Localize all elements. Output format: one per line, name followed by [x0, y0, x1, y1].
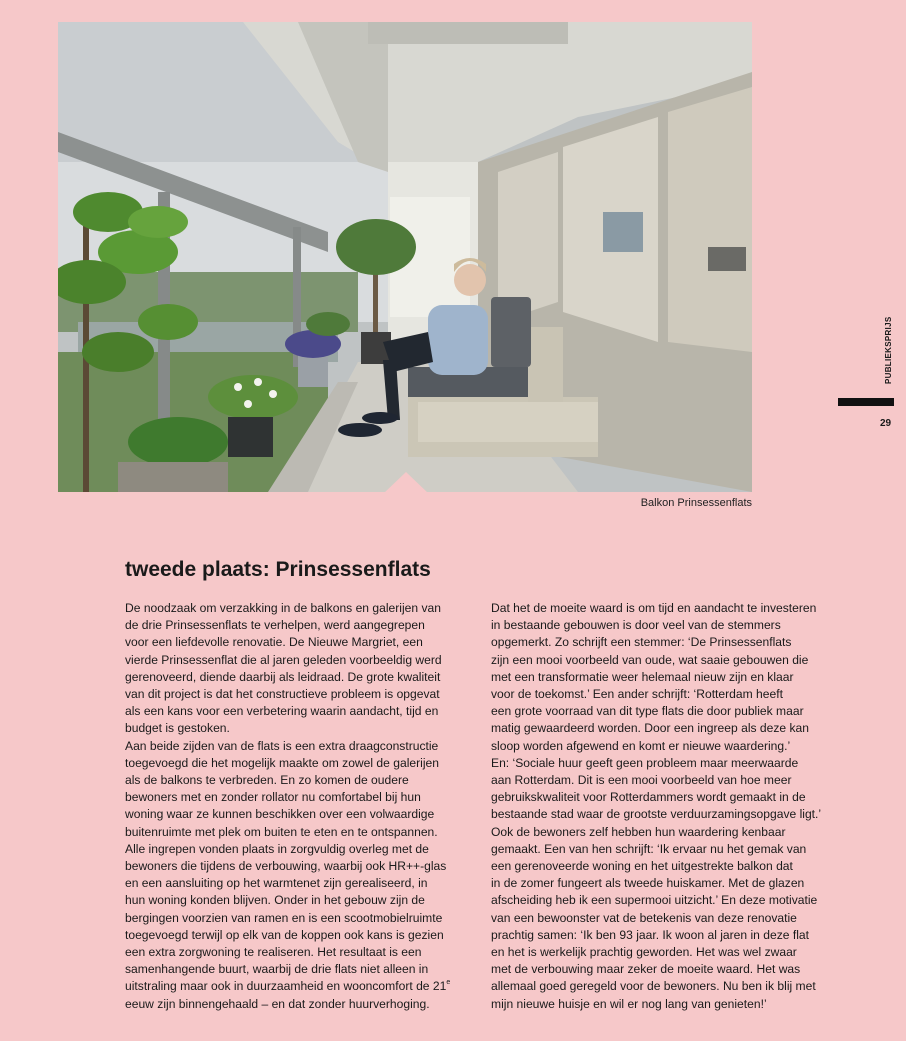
body-line: van een bewoonster vat de betekenis van deze renovatie	[491, 910, 797, 925]
body-line: voor een liefdevolle renovatie. De Nieuwe Margriet, een	[125, 635, 423, 650]
article-title: tweede plaats: Prinsessenflats	[125, 558, 431, 581]
body-line: een extra zorgwoning te realiseren. Het resultaat is een	[125, 945, 422, 960]
body-line: voor de toekomst.’ Een ander schrijft: ‘Rotterdam heeft	[491, 687, 783, 702]
body-line: zijn een mooi voorbeeld van oude, wat saaie gebouwen die	[491, 652, 809, 667]
body-line: toegevoegd die het mogelijk maakte om zowel de galerijen	[125, 755, 439, 770]
body-line: budget is gestoken.	[125, 721, 230, 736]
body-line: En: ‘Sociale huur geeft geen probleem maar meerwaarde	[491, 755, 799, 770]
photo-caption: Balkon Prinsessenflats	[640, 497, 752, 509]
section-label: PUBLIEKSPRIJS	[884, 316, 893, 384]
body-line	[125, 978, 470, 995]
body-line: als een kans voor een verbetering waarin aandacht, tijd en	[125, 704, 439, 719]
body-line: woning waar ze kunnen beschikken over een volwaardige	[125, 807, 435, 822]
page-number: 29	[880, 418, 892, 429]
body-line: mijn nieuwe huisje en wil er nog lang van genieten!’	[491, 996, 767, 1011]
article-column-right	[491, 600, 836, 1013]
body-line: Alle ingrepen vonden plaats in zorgvuldig overleg met de	[125, 841, 429, 856]
body-line: prachtig samen: ‘Ik ben 93 jaar. Ik woon al jaren in deze flat	[491, 927, 809, 942]
body-line: van dit project is dat het constructieve probleem is opgevat	[125, 687, 440, 702]
body-line: Aan beide zijden van de flats is een extra draagconstructie	[125, 738, 439, 753]
body-line: Dat het de moeite waard is om tijd en aandacht te investeren	[491, 601, 817, 615]
body-line: in bestaande gebouwen is door veel van de stemmers	[491, 618, 781, 633]
body-line: vierde Prinsessenflat die al jaren geleden voorbeeldig werd	[125, 652, 442, 667]
body-line: bewoners die tijdens de verbouwing, waarbij ook HR++-glas	[125, 859, 447, 874]
body-line: toegevoegd terwijl op elk van de koppen ook kans is gezien	[125, 927, 444, 942]
body-line: bergingen voorzien van ramen en is een scootmobielruimte	[125, 910, 443, 925]
body-line: De noodzaak om verzakking in de balkons en galerijen van	[125, 601, 441, 615]
body-line: een gerenoveerde woning en het uitgestrekte balkon dat	[491, 859, 793, 874]
body-line: aan Rotterdam. Dit is een mooi voorbeeld van hoe meer	[491, 773, 792, 788]
body-line: eeuw zijn binnengehaald – en dat zonder huurverhoging.	[125, 996, 430, 1011]
body-line: allemaal goed geregeld voor de bewoners. Nu ben ik blij met	[491, 979, 816, 994]
body-line: met een transformatie weer helemaal nieuw zijn en klaar	[491, 669, 794, 684]
photo-notch	[384, 472, 428, 493]
body-line: opgemerkt. Zo schrijft een stemmer: ‘De Prinsessenflats	[491, 635, 792, 650]
body-line: in de zomer fungeert als tweede huiskamer. Met de glazen	[491, 876, 805, 891]
balcony-photo	[58, 22, 752, 492]
body-line: sloop worden afgewend en komt er nieuwe waardering.’	[491, 738, 791, 753]
balcony-illustration	[58, 22, 752, 492]
body-line: als de balkons te verbreden. En zo komen de oudere	[125, 773, 409, 788]
body-line: bewoners met en zonder rollator nu comfortabel bij hun	[125, 790, 421, 805]
body-line: gemaakt. Een van hen schrijft: ‘Ik ervaar nu het gemak van	[491, 841, 807, 856]
body-line: bestaande stad waar de grootste verduurzamingsopgave ligt.’	[491, 807, 822, 822]
article-column-left	[125, 600, 470, 1013]
body-line: en het is werkelijk prachtig geworden. Het was wel zwaar	[491, 945, 797, 960]
body-line: de drie Prinsessenflats te verhelpen, werd aangegrepen	[125, 618, 425, 633]
body-line: buitenruimte met plek om buiten te eten en te ontspannen.	[125, 824, 438, 839]
body-line: gebruikskwaliteit voor Rotterdammers wordt gemaakt in de	[491, 790, 806, 805]
body-line-text: uitstraling maar ook in duurzaamheid en wooncomfort de 21	[125, 979, 447, 994]
body-line: gerenoveerd, diende daarbij als leidraad. De grote kwaliteit	[125, 669, 441, 684]
body-line: matig gewaardeerd worden. Door een ingreep als deze kan	[491, 721, 809, 736]
body-line: afscheiding heb ik een supermooi uitzicht.’ En deze motivatie	[491, 893, 818, 908]
section-marker-bar	[838, 398, 894, 406]
superscript: e	[446, 979, 451, 987]
body-line: en een aansluiting op het warmtenet zijn gerealiseerd, in	[125, 876, 428, 891]
body-line: Ook de bewoners zelf hebben hun waardering kenbaar	[491, 824, 786, 839]
body-line: een grote voorraad van dit type flats die door publiek maar	[491, 704, 804, 719]
body-line: met de verbouwing maar zeker de moeite waard. Het was	[491, 962, 801, 977]
body-line: samenhangende buurt, waarbij de drie flats niet alleen in	[125, 962, 429, 977]
body-line: hun woning konden blijven. Onder in het gebouw zijn de	[125, 893, 425, 908]
